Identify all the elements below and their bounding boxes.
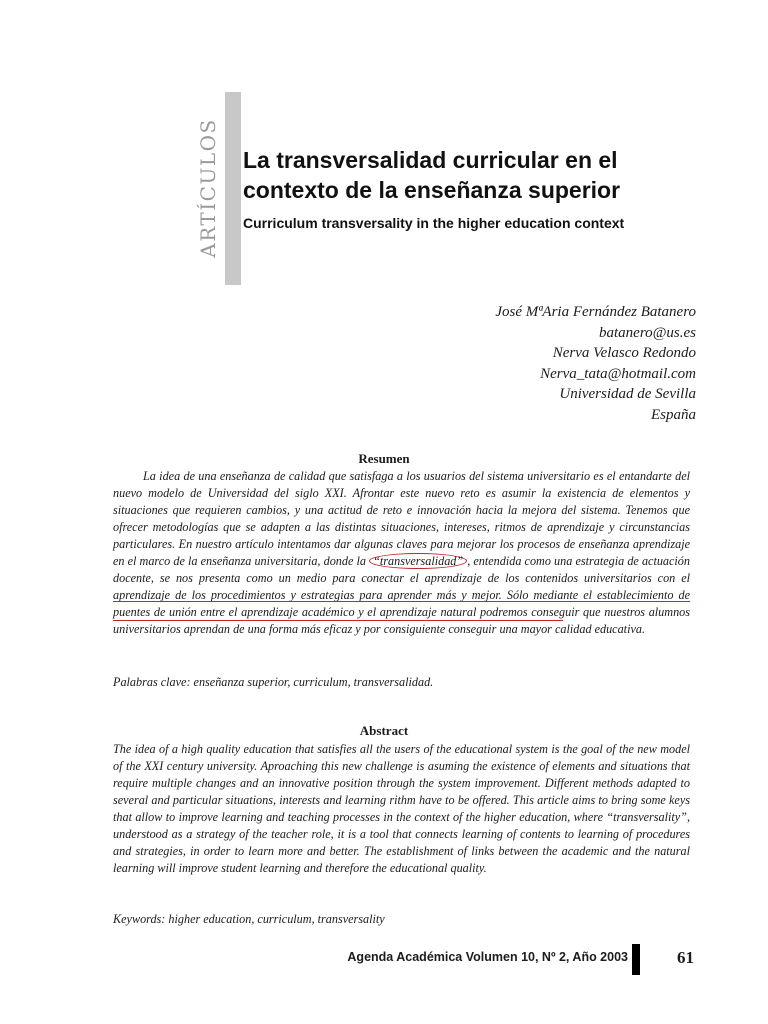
author-name-2: Nerva Velasco Redondo xyxy=(552,345,696,361)
journal-footer: Agenda Académica Volumen 10, Nº 2, Año 2003 xyxy=(347,950,628,964)
author-institution: Universidad de Sevilla xyxy=(559,386,696,402)
page-number: 61 xyxy=(677,948,694,967)
resumen-heading: Resumen xyxy=(358,451,410,466)
section-label xyxy=(196,118,220,258)
author-country: España xyxy=(651,406,696,423)
red-underline-2 xyxy=(113,620,563,621)
red-underline-1 xyxy=(113,601,690,602)
circled-annotation: “transversalidad” xyxy=(369,553,467,569)
article-subtitle: Curriculum transversality in the higher education context xyxy=(243,215,625,231)
resumen-paragraph xyxy=(113,468,690,638)
author-email-1: batanero@us.es xyxy=(599,324,696,341)
title-line-2: contexto de la enseñanza superior xyxy=(243,177,621,203)
abstract-paragraph: The idea of a high quality education that satisfies all the users of the educational system is the goal of the new model of the XXI century university. Aproaching this new challenge is asuming the existence of elements and situations that require multiple changes and an innovative position through the system improvement. Different methods adapted to several and particular situations, interests and learning rithm have to be offered. This article aims to bring some keys that allow to improve learning and teaching processes in the context of the higher education, where “transversality”, understood as a strategy of the teacher role, it is a tool that connects learning of contents to learning of procedures and strategies, in order to learn more and better. The establishment of links between the academic and the natural learning will improve student learning and therefore the educational quality. xyxy=(113,742,690,875)
footer-bar xyxy=(632,944,640,975)
resumen-keywords: Palabras clave: enseñanza superior, curriculum, transversalidad. xyxy=(113,675,434,689)
title-line-1: La transversalidad curricular en el xyxy=(243,147,618,173)
author-block xyxy=(495,302,696,425)
section-label-text: ARTÍCULOS xyxy=(196,118,220,258)
resumen-text-end: , entendida como una estrategia de actuación docente, se nos presenta como un medio para conectar el aprendizaje de los contenidos universitarios con el aprendizaje de los procedimientos y estrategias para aprender más y mejor. Sólo mediante el establecimiento de puentes de unión entre el aprendizaje académico y el aprendizaje natural podremos conseguir que nuestros alumnos universitarios aprendan de una forma más eficaz y por consiguiente conseguir una mayor calidad educativa. xyxy=(113,554,690,636)
abstract-keywords: Keywords: higher education, curriculum, transversality xyxy=(113,912,385,926)
section-bar xyxy=(225,92,241,285)
abstract-heading: Abstract xyxy=(359,723,409,738)
author-email-2: Nerva_tata@hotmail.com xyxy=(540,365,696,382)
resumen-text-start: La idea de una enseñanza de calidad que satisfaga a los usuarios del sistema universitario es el entandarte del nuevo modelo de Universidad del siglo XXI. Afrontar este nuevo reto es asumir la existencia de elementos y situaciones que requieren cambios, y una actitud de reto e innovación hacia la mejora del sistema. Tenemos que ofrecer metodologías que se adapten a las distintas situaciones, intereses, ritmos de aprendizaje y circunstancias particulares. En nuestro artículo intentamos dar algunas claves para mejorar los procesos de enseñanza aprendizaje en el marco de la enseñanza universitaria, donde la xyxy=(113,469,690,568)
article-title xyxy=(243,145,713,205)
author-name-1: José MªAria Fernández Batanero xyxy=(495,304,696,320)
